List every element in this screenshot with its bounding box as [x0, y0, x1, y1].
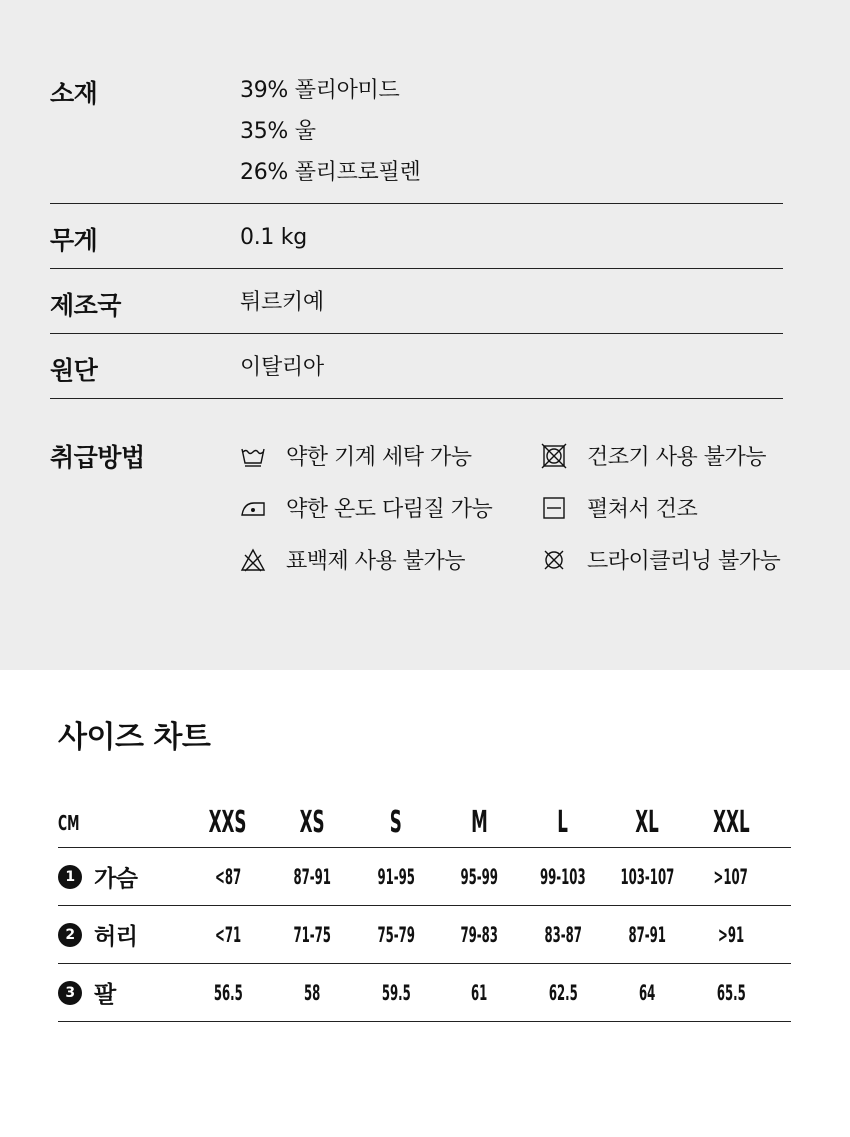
table-cell [188, 906, 268, 963]
care-text-gentle-wash: 약한 기계 세탁 가능 [286, 445, 472, 470]
size-header-s [356, 798, 436, 847]
table-cell [607, 906, 687, 963]
table-cell [356, 906, 436, 963]
cell-value: 87-91 [293, 864, 331, 889]
cell-value: >107 [713, 864, 749, 889]
spec-label-made-in: 제조국 [50, 291, 121, 320]
fabric-value: 이탈리아 [240, 355, 324, 380]
table-cell [691, 964, 771, 1021]
no-bleach-icon [240, 547, 266, 573]
size-header-xs [272, 798, 352, 847]
care-item-low-iron [240, 492, 492, 523]
material-value-1: 39% 폴리아미드 [240, 78, 400, 103]
table-cell [439, 964, 519, 1021]
spec-row-fabric [50, 334, 783, 399]
size-row-waist [58, 906, 791, 964]
table-cell [607, 964, 687, 1021]
table-cell [188, 848, 268, 905]
row-label-text: 허리 [94, 924, 138, 950]
size-row-arm [58, 964, 791, 1022]
cell-value: 87-91 [628, 922, 666, 947]
flat-dry-icon [541, 495, 567, 521]
care-item-gentle-wash [240, 440, 472, 471]
cell-value: 59.5 [381, 980, 411, 1005]
no-tumble-dry-icon [541, 443, 567, 469]
size-header-xl [607, 798, 687, 847]
number-badge: 2 [58, 923, 82, 947]
care-text-no-bleach: 표백제 사용 불가능 [286, 549, 466, 574]
size-label: XXS [209, 805, 247, 840]
size-row-chest [58, 848, 791, 906]
no-dry-clean-icon [541, 547, 567, 573]
cell-value: 65.5 [716, 980, 746, 1005]
table-cell [272, 906, 352, 963]
size-chart-header [58, 798, 791, 848]
made-in-value: 튀르키예 [240, 290, 324, 315]
cell-value: 95-99 [460, 864, 498, 889]
cell-value: 71-75 [293, 922, 331, 947]
table-cell [523, 906, 603, 963]
cell-value: 61 [470, 980, 488, 1005]
care-item-no-tumble-dry [541, 440, 766, 471]
cell-value: 103-107 [620, 864, 674, 889]
size-header-m [439, 798, 519, 847]
care-text-no-dry-clean: 드라이클리닝 불가능 [587, 549, 781, 574]
table-cell [607, 848, 687, 905]
cell-value: 79-83 [460, 922, 498, 947]
table-cell [272, 848, 352, 905]
spec-row-weight [50, 204, 783, 269]
size-label: S [389, 805, 403, 840]
row-label-arm [58, 964, 116, 1021]
care-item-no-bleach [240, 544, 465, 575]
table-cell [439, 906, 519, 963]
size-label: L [557, 805, 569, 840]
cell-value: 62.5 [548, 980, 578, 1005]
cell-value: 75-79 [377, 922, 415, 947]
care-item-flat-dry [541, 492, 697, 523]
spec-label-material: 소재 [50, 79, 98, 108]
table-cell [356, 964, 436, 1021]
table-cell [691, 848, 771, 905]
cell-value: 58 [303, 980, 321, 1005]
size-chart-title: 사이즈 차트 [58, 720, 211, 755]
spec-label-fabric: 원단 [50, 356, 98, 385]
low-iron-icon [240, 495, 266, 521]
table-cell [188, 964, 268, 1021]
material-value-3: 26% 폴리프로필렌 [240, 160, 421, 185]
material-value-2: 35% 울 [240, 119, 316, 144]
gentle-wash-icon [240, 443, 266, 469]
cell-value: <71 [214, 922, 242, 947]
size-header-xxs [188, 798, 268, 847]
cell-value: >91 [717, 922, 745, 947]
size-label: XXL [712, 805, 750, 840]
weight-value: 0.1 kg [240, 225, 307, 250]
unit-label [58, 798, 93, 847]
number-badge: 3 [58, 981, 82, 1005]
size-header-xxl [691, 798, 771, 847]
spec-label-care: 취급방법 [50, 443, 145, 472]
care-text-low-iron: 약한 온도 다림질 가능 [286, 497, 493, 522]
table-cell [523, 964, 603, 1021]
row-label-waist [58, 906, 137, 963]
table-cell [439, 848, 519, 905]
cell-value: 64 [638, 980, 656, 1005]
cell-value: <87 [214, 864, 242, 889]
care-text-flat-dry: 펼쳐서 건조 [587, 497, 698, 522]
row-label-chest [58, 848, 137, 905]
size-label: XL [635, 805, 659, 840]
table-cell [523, 848, 603, 905]
size-header-l [523, 798, 603, 847]
unit-text: CM [58, 810, 80, 835]
row-label-text: 가슴 [94, 866, 138, 892]
table-cell [272, 964, 352, 1021]
number-badge: 1 [58, 865, 82, 889]
size-label: XS [299, 805, 325, 840]
size-label: M [470, 805, 488, 840]
cell-value: 99-103 [540, 864, 586, 889]
table-cell [691, 906, 771, 963]
cell-value: 83-87 [544, 922, 582, 947]
table-cell [356, 848, 436, 905]
spec-label-weight: 무게 [50, 226, 98, 255]
spec-row-material [50, 68, 783, 204]
care-item-no-dry-clean [541, 544, 780, 575]
care-text-no-tumble-dry: 건조기 사용 불가능 [587, 445, 767, 470]
spec-row-made-in [50, 269, 783, 334]
cell-value: 56.5 [213, 980, 243, 1005]
cell-value: 91-95 [377, 864, 415, 889]
row-label-text: 팔 [94, 982, 116, 1008]
